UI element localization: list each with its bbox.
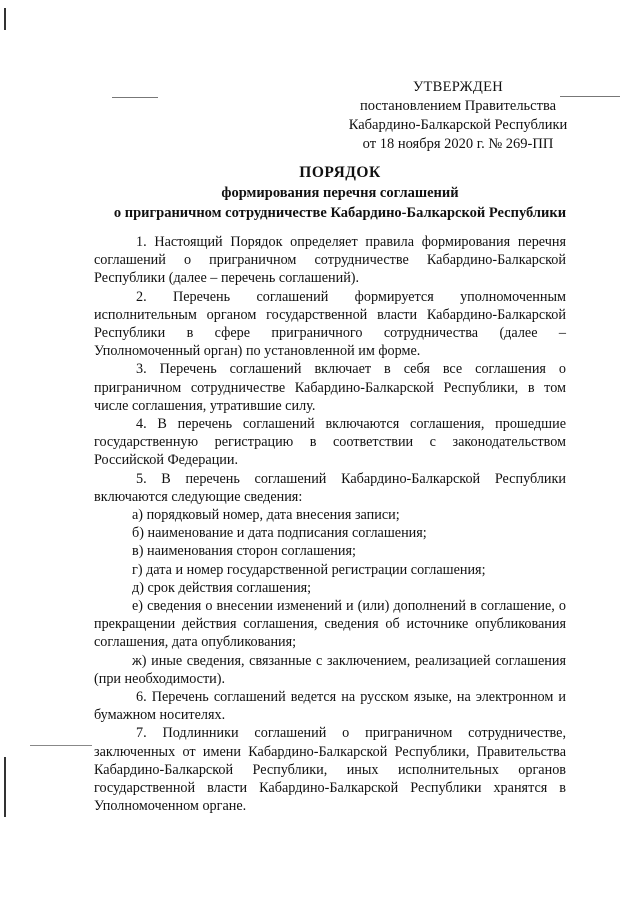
scan-mark-top-left	[112, 97, 158, 98]
sub-item-a: а) порядковый номер, дата внесения записи;	[132, 507, 400, 524]
scan-mark-left-edge	[4, 8, 6, 30]
title-line-1: формирования перечня соглашений	[221, 185, 459, 201]
paragraph-6: 6. Перечень соглашений ведется на русском языке, на электронном и бумажном носителях.	[94, 689, 566, 724]
sub-item-d: д) срок действия соглашения;	[132, 579, 312, 596]
title-main: ПОРЯДОК	[299, 164, 381, 181]
paragraph-3: 3. Перечень соглашений включает в себя все соглашения о приграничном сотрудничестве Кабардино-Балкарской Республики, в том числе соглашения, утратившие силу.	[94, 361, 566, 414]
paragraph-7: 7. Подлинники соглашений о приграничном сотрудничестве, заключенных от имени Кабардино-Балкарской Республики, Правительства Кабардино-Балкарской Республики, иных исполнительных органов государственной власти Кабардино-Балкарской Республики хранятся в Уполномоченном органе.	[94, 725, 566, 815]
document-title	[60, 163, 620, 223]
document-body	[94, 233, 566, 816]
paragraph-5: 5. В перечень соглашений Кабардино-Балкарской Республики включаются следующие сведения:	[94, 470, 566, 505]
approval-line-2: Кабардино-Балкарской Республики	[348, 117, 568, 133]
sub-item-e: е) сведения о внесении изменений и (или) дополнений в соглашение, о прекращении действия соглашения, сведения об источнике опубликования соглашения, дата опубликования;	[94, 598, 566, 651]
sub-item-v: в) наименования сторон соглашения;	[132, 543, 356, 560]
sub-item-zh: ж) иные сведения, связанные с заключением, реализацией соглашения (при необходимости).	[94, 652, 566, 687]
scan-mark-left-edge-lower	[4, 757, 6, 817]
approval-line-3: от 18 ноября 2020 г. № 269-ПП	[362, 136, 554, 152]
approval-title: УТВЕРЖДЕН	[412, 79, 504, 95]
scan-mark-left-margin	[30, 745, 92, 746]
approval-block	[338, 78, 578, 154]
paragraph-1: 1. Настоящий Порядок определяет правила формирования перечня соглашений о приграничном сотрудничестве Кабардино-Балкарской Республики (далее – перечень соглашений).	[94, 234, 566, 287]
title-line-2: о приграничном сотрудничестве Кабардино-Балкарской Республики	[113, 205, 567, 221]
sub-item-b: б) наименование и дата подписания соглашения;	[132, 525, 427, 542]
paragraph-4: 4. В перечень соглашений включаются соглашения, прошедшие государственную регистрацию в соответствии с законодательством Российской Федерации.	[94, 416, 566, 469]
sub-item-g: г) дата и номер государственной регистрации соглашения;	[132, 561, 486, 578]
paragraph-2: 2. Перечень соглашений формируется уполномоченным исполнительным органом государственной власти Кабардино-Балкарской Республики в сфере приграничного сотрудничества (далее – Уполномоченный орган) по установленной им форме.	[94, 288, 566, 360]
approval-line-1: постановлением Правительства	[359, 98, 557, 114]
